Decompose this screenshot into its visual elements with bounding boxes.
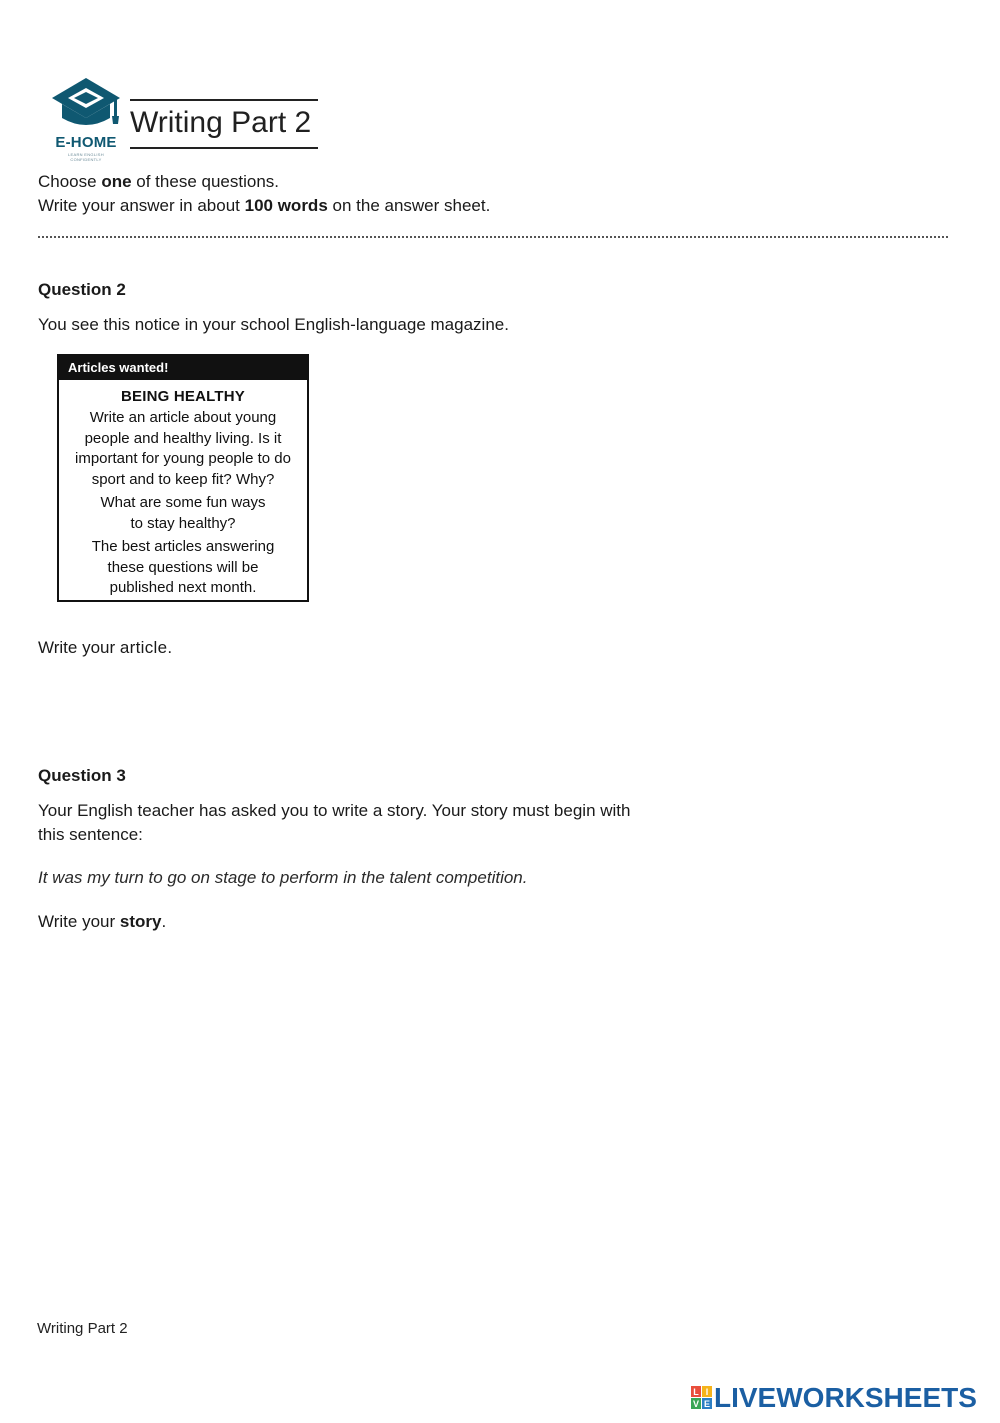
brand-icon-letter: E bbox=[703, 1399, 711, 1409]
instruction-2-text-end: on the answer sheet. bbox=[327, 196, 491, 215]
notice-paragraph: What are some fun ways to stay healthy? bbox=[100, 494, 266, 532]
instruction-1-emphasis: one bbox=[101, 172, 132, 191]
notice-box bbox=[57, 354, 309, 602]
question-3-task-end: . bbox=[161, 912, 167, 931]
question-2-context: You see this notice in your school English-language magazine. bbox=[38, 315, 509, 334]
question-2-heading: Question 2 bbox=[38, 280, 126, 299]
question-3-context: Your English teacher has asked you to write a story. Your story must begin with this sentence: bbox=[38, 801, 631, 844]
instruction-2-emphasis: 100 words bbox=[244, 196, 328, 215]
liveworksheets-wordmark[interactable]: LIVEWORKSHEETS bbox=[714, 1382, 977, 1413]
instruction-1-text: Choose bbox=[38, 172, 102, 191]
instruction-line-2 bbox=[38, 194, 490, 218]
notice-paragraph: Write an article about young people and healthy living. Is it important for young people to do sport and to keep fit? Why? bbox=[75, 409, 291, 488]
title-rule-bottom bbox=[130, 147, 318, 149]
logo-name: E-HOME bbox=[55, 134, 117, 151]
question-2-task-end: . bbox=[167, 638, 173, 657]
logo-tagline: LEARN ENGLISH CONFIDENTLY bbox=[68, 152, 104, 162]
notice-paragraph: The best articles answering these questions will be published next month. bbox=[91, 538, 275, 596]
question-3-heading: Question 3 bbox=[38, 766, 126, 785]
liveworksheets-icon bbox=[690, 1385, 714, 1411]
question-3-opening-sentence: It was my turn to go on stage to perform in the talent competition. bbox=[38, 868, 528, 887]
question-3-task-text: Write your bbox=[38, 912, 120, 931]
question-3-task bbox=[38, 910, 166, 934]
brand-icon-letter: I bbox=[705, 1387, 709, 1397]
ehome-logo bbox=[48, 74, 124, 162]
instruction-line-1 bbox=[38, 170, 279, 194]
title-rule-top bbox=[130, 99, 318, 101]
page-title: Writing Part 2 bbox=[130, 106, 312, 139]
question-2-task bbox=[38, 636, 172, 660]
notice-heading: BEING HEALTHY bbox=[121, 388, 245, 405]
instruction-2-text: Write your answer in about bbox=[38, 196, 245, 215]
question-2-task-text: Write your bbox=[38, 638, 120, 657]
question-2-task-emphasis: article bbox=[119, 638, 168, 657]
dotted-divider bbox=[38, 236, 948, 238]
question-3-task-emphasis: story bbox=[119, 912, 162, 931]
footer-label: Writing Part 2 bbox=[37, 1320, 128, 1337]
instruction-1-text-end: of these questions. bbox=[131, 172, 279, 191]
brand-icon-letter: L bbox=[693, 1387, 699, 1397]
notice-header: Articles wanted! bbox=[59, 356, 307, 380]
graduation-cap-e-icon bbox=[48, 74, 124, 136]
brand-icon-letter: V bbox=[692, 1399, 700, 1409]
